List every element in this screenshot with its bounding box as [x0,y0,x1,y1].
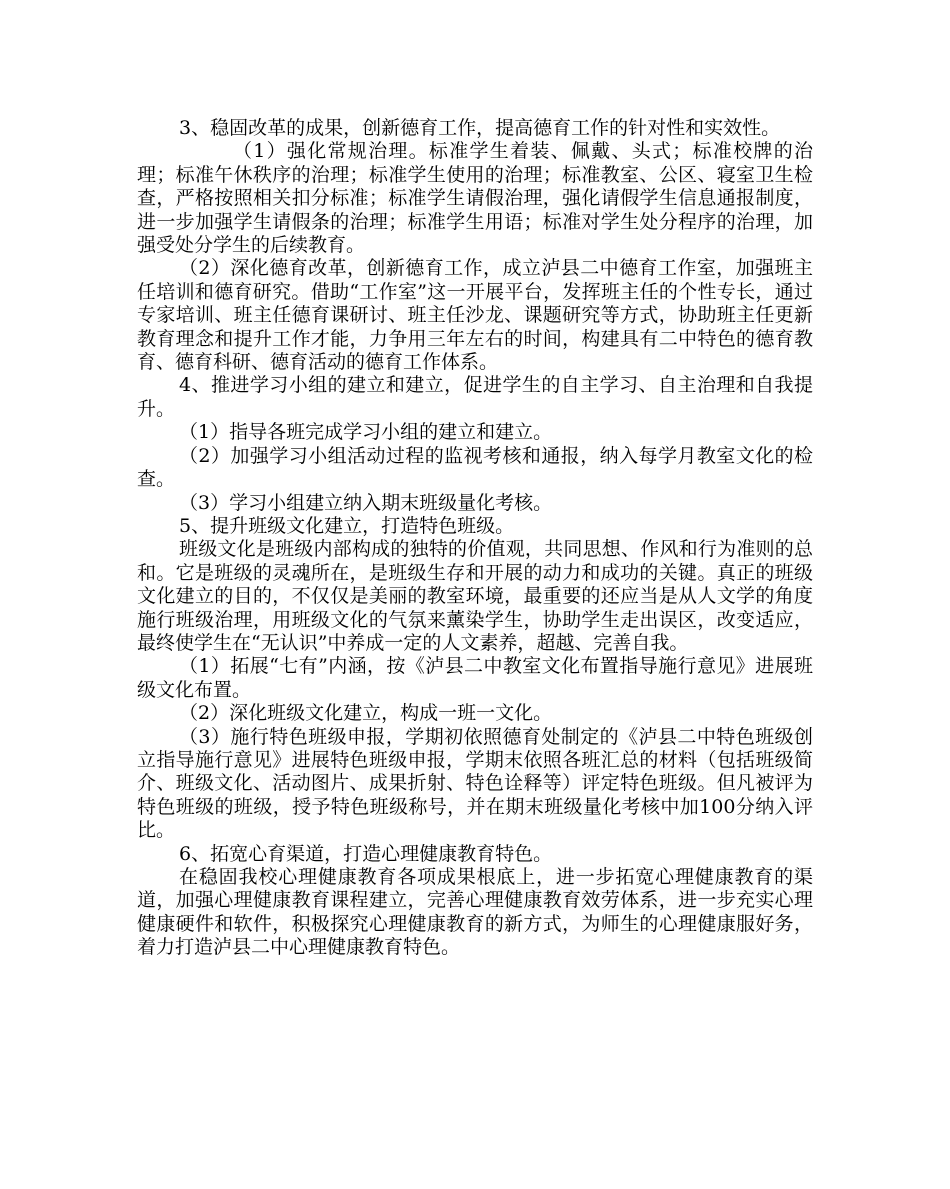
section-heading-3: 3、稳固改革的成果，创新德育工作，提高德育工作的针对性和实效性。 [179,117,781,139]
paragraph-routine-management: （1）强化常规治理。标准学生着装、佩戴、头式；标准校牌的治理；标准午休秩序的治理；标准学生使用的治理；标准教室、公区、寝室卫生检查，严格按照相关扣分标准；标准学生请假治理，强化请假学生信息通报制度，进一步加强学生请假条的治理；标准学生用语；标准对学生处分程序的治理，加强受处分学生的后续教育。 [137,140,813,257]
section-heading-4: 4、推进学习小组的建立和建立，促进学生的自主学习、自主治理和自我提升。 [137,374,813,420]
paragraph-mental-health: 在稳固我校心理健康教育各项成果根底上，进一步拓宽心理健康教育的渠道，加强心理健康教育课程建立，完善心理健康教育效劳体系，进一步充实心理健康硬件和软件，积极探究心理健康教育的新方式，为师生的心理健康服好务，着力打造泸县二中心理健康教育特色。 [137,866,813,959]
list-item: （3）学习小组建立纳入期末班级量化考核。 [179,491,553,514]
section-heading-6: 6、拓宽心育渠道，打造心理健康教育特色。 [179,842,553,865]
paragraph-moral-reform: （2）深化德育改革，创新德育工作，成立泸县二中德育工作室，加强班主任培训和德育研究。借助“工作室”这一开展平台，发挥班主任的个性专长，通过专家培训、班主任德育课研讨、班主任沙龙、课题研究等方式，协助班主任更新教育理念和提升工作才能，力争用三年左右的时间，构建具有二中特色的德育教育、德育科研、德育活动的德育工作体系。 [137,257,813,374]
list-item: （1）拓展“七有”内涵，按《泸县二中教室文化布置指导施行意见》进展班级文化布置。 [137,655,813,701]
section-heading-5: 5、提升班级文化建立，打造特色班级。 [179,514,515,537]
list-item: （3）施行特色班级申报，学期初依照德育处制定的《泸县二中特色班级创立指导施行意见》进展特色班级申报，学期末依照各班汇总的材料（包括班级简介、班级文化、活动图片、成果折射、特色诠释等）评定特色班级。但凡被评为特色班级的班级，授予特色班级称号，并在期末班级量化考核中加100分纳入评比。 [137,725,813,842]
paragraph-class-culture: 班级文化是班级内部构成的独特的价值观，共同思想、作风和行为准则的总和。它是班级的灵魂所在，是班级生存和开展的动力和成功的关键。真正的班级文化建立的目的，不仅仅是美丽的教室环境，最重要的还应当是从人文学的角度施行班级治理，用班级文化的气氛来薰染学生，协助学生走出误区，改变适应，最终使学生在“无认识”中养成一定的人文素养，超越、完善自我。 [137,538,813,654]
list-item: （1）指导各班完成学习小组的建立和建立。 [179,421,553,444]
document-body [137,117,813,960]
list-item: （2）加强学习小组活动过程的监视考核和通报，纳入每学月教室文化的检查。 [137,444,813,491]
list-item: （2）深化班级文化建立，构成一班一文化。 [179,702,553,725]
